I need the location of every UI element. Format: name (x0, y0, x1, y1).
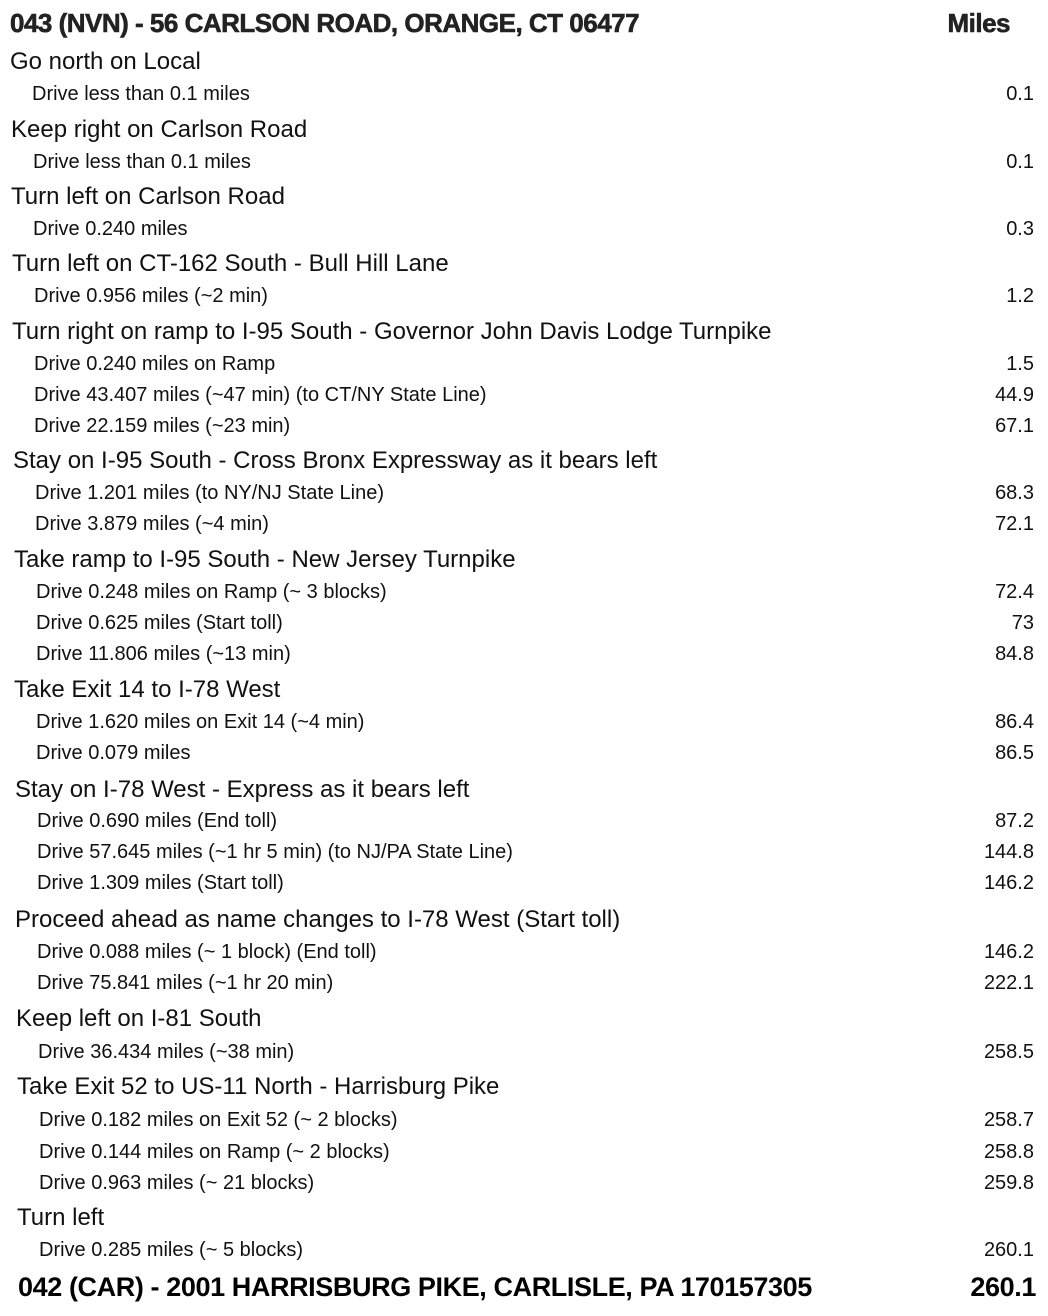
drive-segment (0, 353, 1048, 383)
direction-step (0, 906, 1048, 940)
drive-description: Drive 0.248 miles on Ramp (~ 3 blocks) (36, 581, 387, 603)
step-instruction: Stay on I-95 South - Cross Bronx Expressway as it bears left (13, 447, 658, 474)
drive-description: Drive 11.806 miles (~13 min) (36, 643, 291, 665)
cumulative-miles: 1.2 (1006, 285, 1034, 307)
direction-step (0, 676, 1048, 710)
drive-description: Drive 0.625 miles (Start toll) (36, 612, 283, 634)
drive-segment (0, 742, 1048, 772)
drive-segment (0, 643, 1048, 673)
direction-step (0, 776, 1048, 810)
drive-description: Drive 1.309 miles (Start toll) (37, 872, 284, 894)
direction-step (0, 183, 1048, 217)
drive-description: Drive 0.956 miles (~2 min) (34, 285, 268, 307)
cumulative-miles: 222.1 (983, 972, 1034, 994)
drive-description: Drive less than 0.1 miles (33, 151, 251, 173)
step-instruction: Turn right on ramp to I-95 South - Governor John Davis Lodge Turnpike (12, 318, 772, 345)
direction-step (0, 1204, 1048, 1238)
drive-segment (0, 384, 1048, 414)
drive-segment (0, 711, 1048, 741)
step-instruction: Stay on I-78 West - Express as it bears left (15, 776, 470, 803)
miles-column-header: Miles (947, 8, 1010, 38)
origin-address: 043 (NVN) - 56 CARLSON ROAD, ORANGE, CT 06477 (10, 8, 640, 38)
drive-description: Drive 0.240 miles (33, 218, 188, 240)
drive-description: Drive 0.690 miles (End toll) (37, 810, 278, 832)
direction-step (0, 1073, 1048, 1107)
drive-segment (0, 810, 1048, 840)
cumulative-miles: 1.5 (1006, 353, 1034, 375)
drive-segment (0, 1239, 1048, 1269)
destination-address: 042 (CAR) - 2001 HARRISBURG PIKE, CARLISLE, PA 170157305 (18, 1272, 812, 1302)
cumulative-miles: 258.8 (983, 1141, 1034, 1163)
cumulative-miles: 146.2 (983, 941, 1034, 963)
drive-segment (0, 218, 1048, 248)
drive-description: Drive 36.434 miles (~38 min) (38, 1041, 295, 1063)
drive-description: Drive less than 0.1 miles (32, 83, 250, 105)
cumulative-miles: 72.4 (995, 581, 1034, 603)
drive-segment (0, 1041, 1048, 1071)
drive-description: Drive 57.645 miles (~1 hr 5 min) (to NJ/PA State Line) (37, 841, 513, 863)
cumulative-miles: 0.1 (1006, 151, 1034, 173)
drive-segment (0, 1141, 1048, 1171)
drive-segment (0, 513, 1048, 543)
cumulative-miles: 144.8 (983, 841, 1034, 863)
drive-segment (0, 285, 1048, 315)
drive-segment (0, 941, 1048, 971)
cumulative-miles: 86.5 (995, 742, 1034, 764)
drive-description: Drive 43.407 miles (~47 min) (to CT/NY State Line) (34, 384, 487, 406)
cumulative-miles: 67.1 (995, 415, 1034, 437)
drive-description: Drive 0.963 miles (~ 21 blocks) (39, 1172, 315, 1194)
drive-description: Drive 0.285 miles (~ 5 blocks) (39, 1239, 303, 1261)
drive-segment (0, 841, 1048, 871)
step-instruction: Turn left (17, 1204, 105, 1231)
drive-description: Drive 1.620 miles on Exit 14 (~4 min) (36, 711, 365, 733)
drive-segment (0, 482, 1048, 512)
drive-description: Drive 0.182 miles on Exit 52 (~ 2 blocks) (39, 1109, 398, 1131)
cumulative-miles: 260.1 (983, 1239, 1034, 1261)
total-miles: 260.1 (970, 1272, 1036, 1302)
drive-description: Drive 75.841 miles (~1 hr 20 min) (37, 972, 334, 994)
cumulative-miles: 258.7 (983, 1109, 1034, 1131)
cumulative-miles: 84.8 (995, 643, 1034, 665)
step-instruction: Take Exit 14 to I-78 West (14, 676, 281, 703)
direction-step (0, 318, 1048, 352)
step-instruction: Keep left on I-81 South (16, 1005, 262, 1032)
drive-segment (0, 612, 1048, 642)
drive-description: Drive 3.879 miles (~4 min) (35, 513, 269, 535)
step-instruction: Turn left on CT-162 South - Bull Hill Lane (12, 250, 449, 277)
cumulative-miles: 44.9 (995, 384, 1034, 406)
direction-step (0, 116, 1048, 150)
cumulative-miles: 72.1 (995, 513, 1034, 535)
drive-description: Drive 1.201 miles (to NY/NJ State Line) (35, 482, 385, 504)
drive-segment (0, 1172, 1048, 1202)
drive-description: Drive 0.144 miles on Ramp (~ 2 blocks) (39, 1141, 390, 1163)
drive-description: Drive 0.240 miles on Ramp (34, 353, 276, 375)
step-instruction: Proceed ahead as name changes to I-78 West (Start toll) (15, 906, 621, 933)
drive-description: Drive 0.088 miles (~ 1 block) (End toll) (37, 941, 377, 963)
step-instruction: Go north on Local (10, 48, 201, 75)
step-instruction: Keep right on Carlson Road (11, 116, 308, 143)
origin-header (10, 4, 1010, 44)
step-instruction: Turn left on Carlson Road (11, 183, 285, 210)
direction-step (0, 250, 1048, 284)
destination-footer (0, 1270, 1048, 1310)
drive-segment (0, 83, 1048, 113)
cumulative-miles: 259.8 (983, 1172, 1034, 1194)
direction-step (0, 447, 1048, 481)
cumulative-miles: 86.4 (995, 711, 1034, 733)
step-instruction: Take Exit 52 to US-11 North - Harrisburg Pike (17, 1073, 500, 1100)
cumulative-miles: 146.2 (983, 872, 1034, 894)
drive-segment (0, 872, 1048, 902)
cumulative-miles: 73 (1011, 612, 1034, 634)
direction-step (0, 546, 1048, 580)
cumulative-miles: 68.3 (995, 482, 1034, 504)
drive-description: Drive 0.079 miles (36, 742, 191, 764)
cumulative-miles: 0.1 (1006, 83, 1034, 105)
direction-step (0, 1005, 1048, 1039)
drive-description: Drive 22.159 miles (~23 min) (34, 415, 291, 437)
drive-segment (0, 415, 1048, 445)
cumulative-miles: 258.5 (983, 1041, 1034, 1063)
step-instruction: Take ramp to I-95 South - New Jersey Turnpike (14, 546, 516, 573)
drive-segment (0, 1109, 1048, 1139)
drive-segment (0, 151, 1048, 181)
direction-step (0, 48, 1048, 82)
drive-segment (0, 581, 1048, 611)
cumulative-miles: 0.3 (1006, 218, 1034, 240)
drive-segment (0, 972, 1048, 1002)
cumulative-miles: 87.2 (995, 810, 1034, 832)
